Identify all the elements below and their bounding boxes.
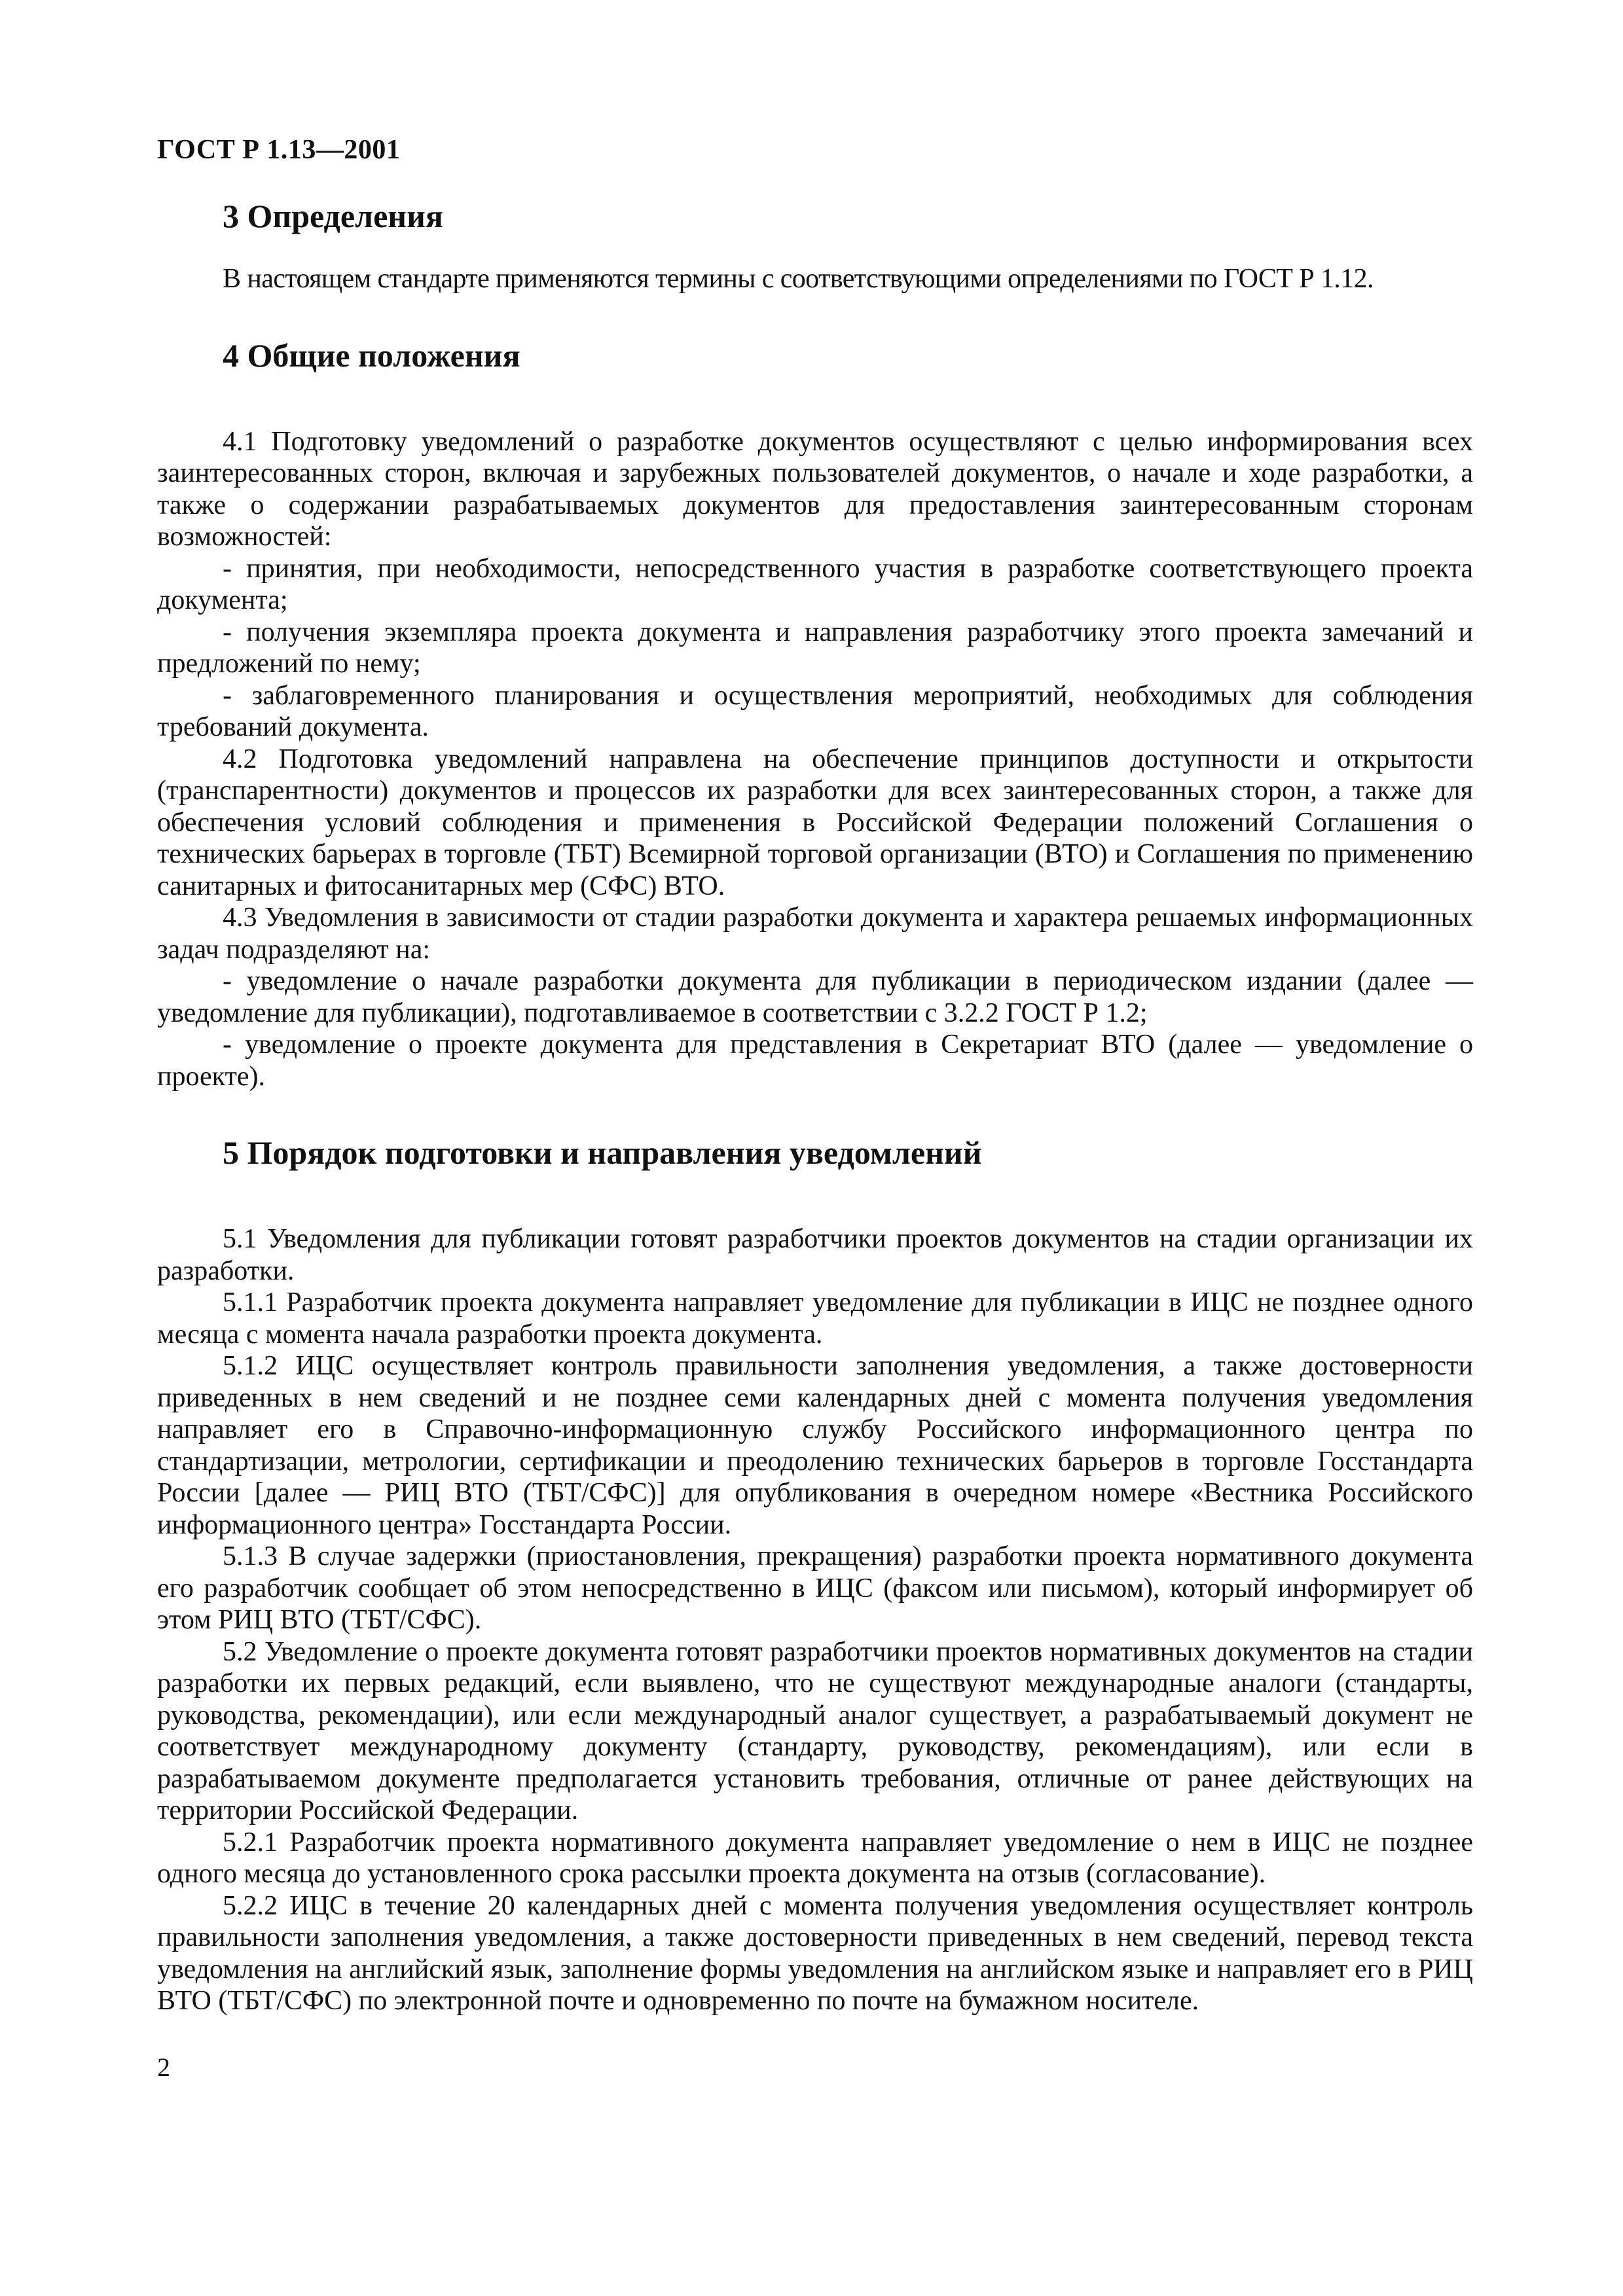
paragraph: 5.1.3 В случае задержки (приостановления, прекращения) разработки проекта нормативного документа его разработчик сообщает об этом непосредственно в ИЦС (факсом или письмом), который информирует об этом РИЦ ВТО (ТБТ/СФС). <box>157 1541 1473 1635</box>
paragraph: 4.2 Подготовка уведомлений направлена на обеспечение принципов доступности и открытости (транспарентности) документов и процессов их разработки для всех заинтересованных сторон, а также для обеспечения условий соблюдения и применения в Российской Федерации положений Соглашения о технических барьерах в торговле (ТБТ) Всемирной торговой организации (ВТО) и Соглашения по применению санитарных и фитосанитарных мер (СФС) ВТО. <box>157 744 1473 901</box>
paragraph: 4.1 Подготовку уведомлений о разработке документов осуществляют с целью информирования всех заинтересованных сторон, включая и зарубежных пользователей документов, о начале и ходе разработки, а также о содержании разрабатываемых документов для предоставления заинтересованным сторонам возможностей: <box>157 426 1473 552</box>
paragraph: 5.1.2 ИЦС осуществляет контроль правильности заполнения уведомления, а также достоверности приведенных в нем сведений и не позднее семи календарных дней с момента получения уведомления направляет его в Справочно-информационную службу Российского информационного центра по стандартизации, метрологии, сертификации и преодолению технических барьеров в торговле Госстандарта России [далее — РИЦ ВТО (ТБТ/СФС)] для опубликования в очередном номере «Вестника Российского информационного центра» Госстандарта России. <box>157 1351 1473 1540</box>
section-5-title: 5 Порядок подготовки и направления уведомлений <box>223 1134 982 1171</box>
paragraph: 5.2.2 ИЦС в течение 20 календарных дней с момента получения уведомления осуществляет контроль правильности заполнения уведомления, а также достоверности приведенных в нем сведений, перевод текста уведомления на английский язык, заполнение формы уведомления на английском языке и направляет его в РИЦ ВТО (ТБТ/СФС) по электронной почте и одновременно по почте на бумажном носителе. <box>157 1890 1473 2016</box>
paragraph: 5.2 Уведомление о проекте документа готовят разработчики проектов нормативных документов на стадии разработки их первых редакций, если выявлено, что не существуют международные аналоги (стандарты, руководства, рекомендации), или если международный аналог существует, а разрабатываемый документ не соответствует международному документу (стандарту, руководству, рекомендациям), или если в разрабатываемом документе предполагается установить требования, отличные от ранее действующих на территории Российской Федерации. <box>157 1636 1473 1825</box>
list-item: - заблаговременного планирования и осуществления мероприятий, необходимых для соблюдения требований документа. <box>157 680 1473 742</box>
section-4-title: 4 Общие положения <box>223 336 520 374</box>
section-3-text: В настоящем стандарте применяются термины с соответствующими определениями по ГОСТ Р 1.12. <box>223 264 1374 294</box>
document-body <box>157 196 1473 2017</box>
page-number: 2 <box>157 2053 170 2082</box>
list-item: - уведомление о начале разработки документа для публикации в периодическом издании (далее — уведомление для публикации), подготавливаемое в соответствии с 3.2.2 ГОСТ Р 1.2; <box>157 966 1473 1028</box>
list-item: - получения экземпляра проекта документа и направления разработчику этого проекта замечаний и предложений по нему; <box>157 617 1473 679</box>
paragraph: 5.2.1 Разработчик проекта нормативного документа направляет уведомление о нем в ИЦС не позднее одного месяца до установленного срока рассылки проекта документа на отзыв (согласование). <box>157 1827 1473 1889</box>
list-item: - принятия, при необходимости, непосредственного участия в разработке соответствующего проекта документа; <box>157 553 1473 615</box>
list-item: - уведомление о проекте документа для представления в Секретариат ВТО (далее — уведомление о проекте). <box>157 1030 1473 1092</box>
paragraph: 5.1 Уведомления для публикации готовят разработчики проектов документов на стадии организации их разработки. <box>157 1224 1473 1286</box>
paragraph: 4.3 Уведомления в зависимости от стадии разработки документа и характера решаемых информационных задач подразделяют на: <box>157 903 1473 965</box>
document-id: ГОСТ Р 1.13—2001 <box>157 135 401 165</box>
section-3-title: 3 Определения <box>223 198 443 234</box>
paragraph: 5.1.1 Разработчик проекта документа направляет уведомление для публикации в ИЦС не позднее одного месяца с момента начала разработки проекта документа. <box>157 1287 1473 1350</box>
